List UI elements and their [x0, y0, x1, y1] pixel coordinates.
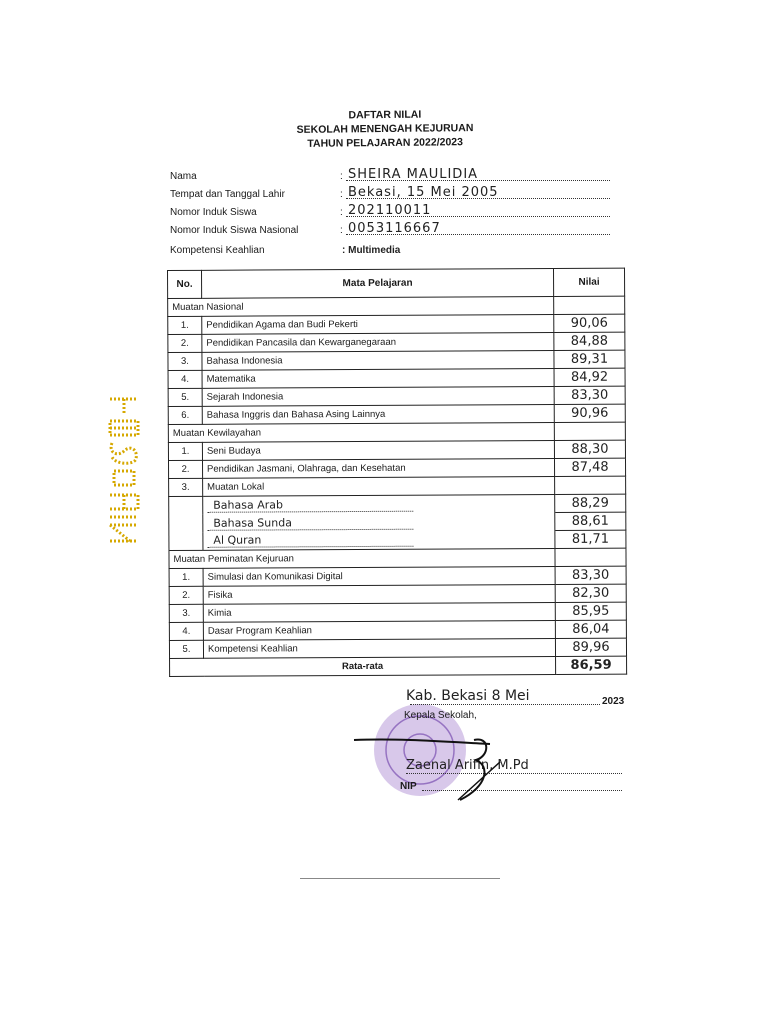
table-row [169, 584, 626, 604]
col-score-header: Nilai [553, 268, 624, 296]
dotted-line [410, 704, 600, 705]
table-row [168, 440, 625, 460]
row-score: 88,29 [555, 494, 626, 512]
kompetensi-label: Kompetensi Keahlian [170, 245, 265, 256]
handwritten-signature [340, 710, 540, 810]
section-title: Muatan Kewilayahan [168, 422, 554, 442]
section-title: Muatan Peminatan Kejuruan [169, 548, 555, 568]
row-score: 81,71 [555, 530, 626, 548]
row-subject: Fisika [203, 584, 555, 604]
colon: : [340, 225, 343, 236]
colon: : [340, 171, 343, 182]
local-subject: Bahasa Sunda [207, 515, 413, 530]
nisn-label: Nomor Induk Siswa Nasional [170, 225, 299, 236]
row-no: 4. [168, 370, 202, 388]
row-no: 2. [168, 460, 202, 478]
row-score: 86,04 [555, 620, 626, 638]
row-no: 3. [168, 352, 202, 370]
table-row [168, 368, 625, 388]
table-row [168, 404, 625, 424]
table-row [168, 332, 625, 352]
table-row [169, 476, 626, 496]
row-score: 87,48 [554, 458, 625, 476]
table-row [169, 566, 626, 586]
table-row [169, 602, 626, 622]
header-year: TAHUN PELAJARAN 2022/2023 [307, 136, 464, 150]
row-subject: Seni Budaya [202, 440, 554, 460]
row-no: 2. [168, 334, 202, 352]
row-subject: Pendidikan Pancasila dan Kewarganegaraan [202, 332, 554, 352]
row-no: 5. [168, 388, 202, 406]
local-subject-row [169, 530, 626, 550]
row-no: 1. [168, 442, 202, 460]
row-no: 6. [168, 406, 202, 424]
row-score: 90,06 [554, 314, 625, 332]
row-score: 83,30 [554, 386, 625, 404]
section-title: Muatan Nasional [168, 296, 554, 316]
row-score: 89,31 [554, 350, 625, 368]
local-subject-row [169, 512, 626, 532]
section-row [168, 296, 625, 316]
nis-value: 202110011 [348, 203, 432, 218]
row-subject: Matematika [202, 368, 554, 388]
col-subject-header: Mata Pelajaran [202, 268, 554, 298]
row-no: 1. [169, 568, 203, 586]
ttl-label: Tempat dan Tanggal Lahir [170, 189, 285, 200]
row-nisn [170, 220, 610, 238]
section-row [168, 422, 625, 442]
average-label: Rata-rata [170, 656, 556, 676]
table-row [168, 350, 625, 370]
row-no: 4. [169, 622, 203, 640]
row-score: 82,30 [555, 584, 626, 602]
colon: : [340, 207, 343, 218]
principal-name: Zaenal Arifin, M.Pd [406, 758, 622, 774]
document-header [250, 107, 520, 152]
signature-role: Kepala Sekolah, [404, 710, 477, 721]
row-subject: Kimia [203, 602, 555, 622]
row-nis [170, 202, 610, 220]
row-score: 84,88 [554, 332, 625, 350]
table-row [169, 620, 626, 640]
section-row [169, 548, 626, 568]
table-row [169, 638, 626, 658]
table-row [168, 458, 625, 478]
row-score: 89,96 [555, 638, 626, 656]
col-no-header: No. [168, 270, 202, 298]
row-score: 85,95 [555, 602, 626, 620]
row-no: 1. [168, 316, 202, 334]
row-subject: Muatan Lokal [203, 476, 555, 496]
row-kompetensi [170, 240, 610, 258]
row-score: 90,96 [554, 404, 625, 422]
nip-label: NIP [400, 781, 417, 792]
local-subject-row [169, 494, 626, 514]
row-nama [170, 166, 610, 184]
row-score [555, 476, 626, 494]
row-subject: Bahasa Indonesia [202, 350, 554, 370]
row-subject: Kompetensi Keahlian [203, 638, 555, 658]
row-score: 83,30 [555, 566, 626, 584]
grade-table [167, 268, 627, 677]
colon: : [340, 189, 343, 200]
row-subject: Dasar Program Keahlian [203, 620, 555, 640]
row-no: 3. [169, 604, 203, 622]
row-score: 84,92 [554, 368, 625, 386]
average-row [170, 656, 627, 676]
row-score: 88,30 [554, 440, 625, 458]
header-title: DAFTAR NILAI [348, 108, 422, 122]
row-no: 5. [169, 640, 203, 658]
kompetensi-value: : Multimedia [342, 245, 401, 256]
side-date-stamp [104, 395, 144, 545]
row-subject: Pendidikan Agama dan Budi Pekerti [202, 314, 554, 334]
signature-block [340, 680, 640, 820]
signature-place-date: Kab. Bekasi 8 Mei [406, 688, 530, 704]
table-row [168, 314, 625, 334]
row-score: 88,61 [555, 512, 626, 530]
signature-year: 2023 [602, 696, 625, 707]
local-subject: Bahasa Arab [207, 497, 413, 512]
nis-label: Nomor Induk Siswa [170, 207, 257, 218]
row-subject: Simulasi dan Komunikasi Digital [203, 566, 555, 586]
row-subject: Pendidikan Jasmani, Olahraga, dan Kesehatan [202, 458, 554, 478]
row-subject: Bahasa Inggris dan Bahasa Asing Lainnya [202, 404, 554, 424]
row-no: 2. [169, 586, 203, 604]
table-row [168, 386, 625, 406]
ttl-value: Bekasi, 15 Mei 2005 [348, 185, 499, 200]
bottom-divider [300, 878, 500, 879]
table-header-row [168, 268, 625, 298]
nama-value: SHEIRA MAULIDIA [348, 167, 479, 182]
local-subject: Al Quran [207, 533, 413, 548]
row-ttl [170, 184, 610, 202]
nama-label: Nama [170, 171, 197, 182]
header-school: SEKOLAH MENENGAH KEJURUAN [296, 122, 474, 136]
average-value: 86,59 [556, 656, 627, 674]
nisn-value: 0053116667 [348, 221, 441, 236]
row-no: 3. [169, 478, 203, 496]
row-subject: Sejarah Indonesia [202, 386, 554, 406]
